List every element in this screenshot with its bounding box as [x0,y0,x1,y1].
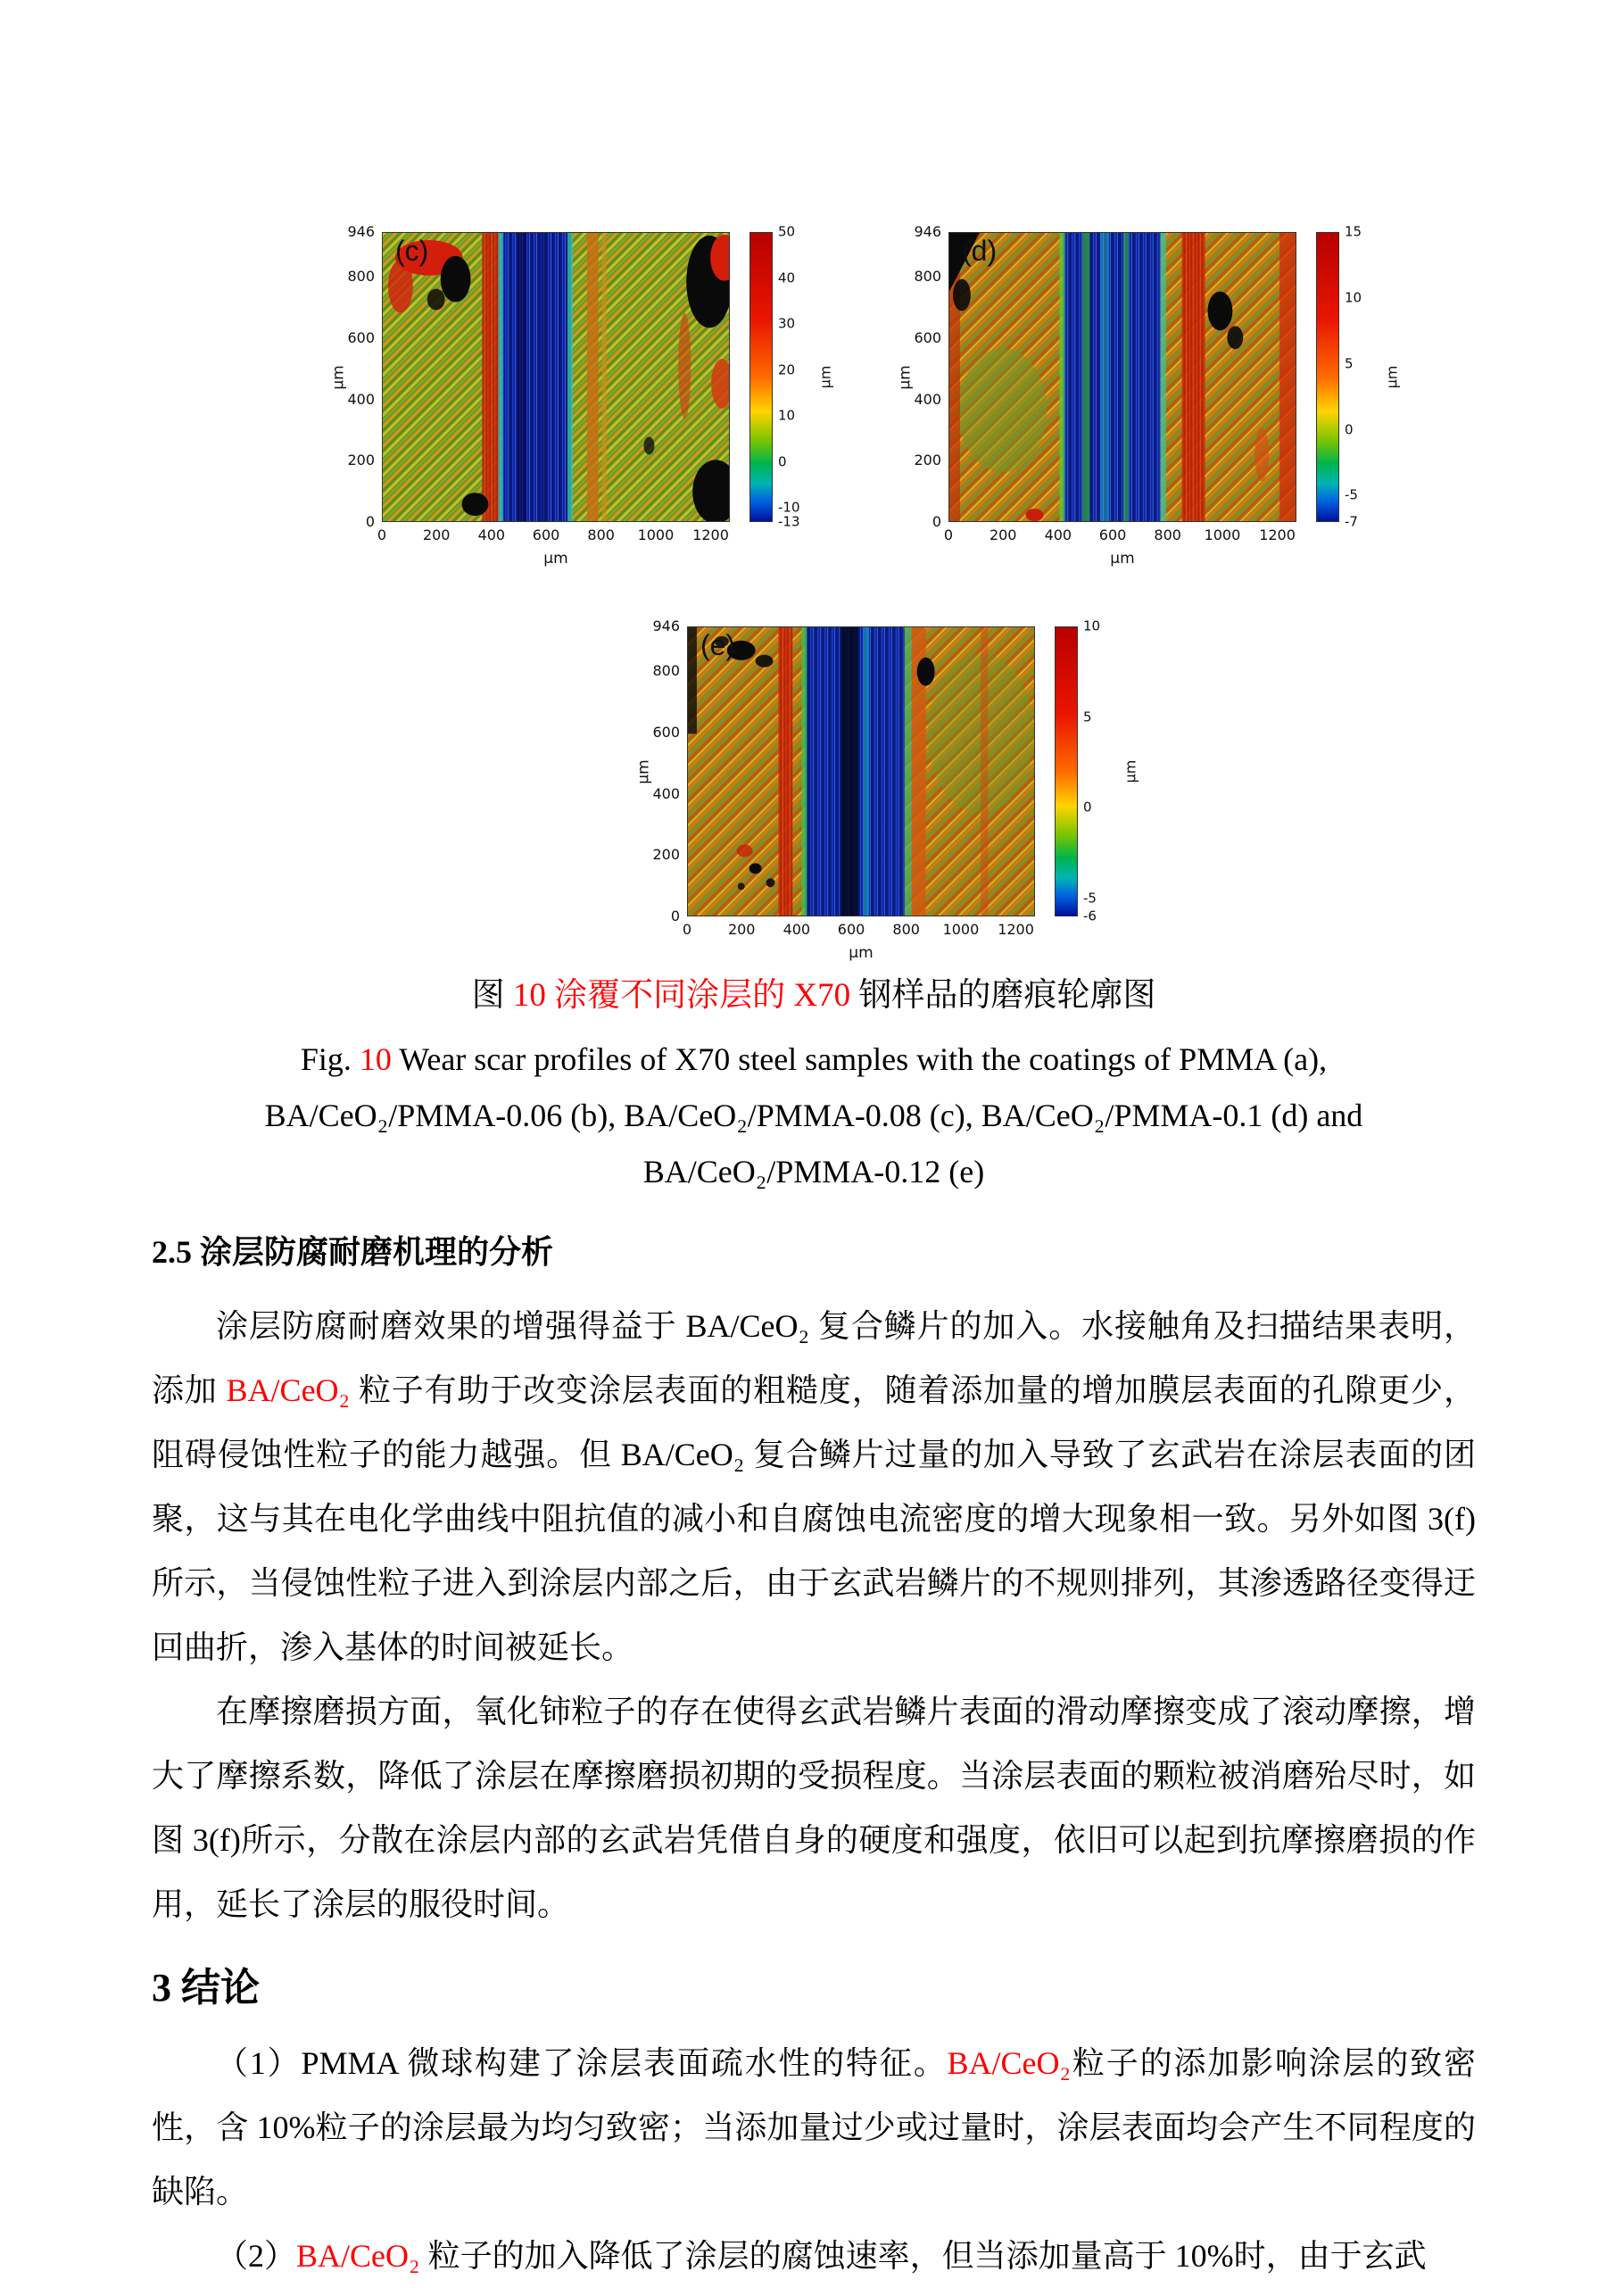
x-tick: 200 [422,526,451,543]
x-tick: 400 [477,526,506,543]
caption-en-line3: BA/CeO₂/PMMA-0.12 (e) [642,1154,985,1189]
paragraph-mechanism-2: 在摩擦磨损方面，氧化铈粒子的存在使得玄武岩鳞片表面的滑动摩擦变成了滚动摩擦，增大了摩擦系数，降低了涂层在摩擦磨损初期的受损程度。当涂层表面的颗粒被消磨殆尽时，如图 3(f)所示，分散在涂层内部的玄武岩凭借自身的硬度和强度，依旧可以起到抗摩擦磨损的作用，延长了涂层的服役时间。 [152,1694,1476,1922]
cbar-tick: -5 [1083,890,1097,907]
cbar-tick: 5 [1083,709,1092,725]
caption-en-line2: BA/CeO₂/PMMA-0.06 (b), BA/CeO₂/PMMA-0.08 (c), BA/CeO₂/PMMA-0.1 (d) and [264,1098,1363,1133]
surface-map-c [382,232,730,522]
x-axis-ticks [377,526,730,546]
x-tick: 400 [783,921,811,938]
paragraph-mechanism-1 [152,1294,1476,1679]
y-axis-label: μm [330,364,349,390]
colorbar-label: μm [1122,759,1139,783]
text-run: 钢样品的磨痕轮廓图 [858,977,1156,1014]
x-tick: 1200 [1259,526,1296,543]
cbar-tick: -13 [778,513,800,530]
wear-profile-panel-c [328,221,846,578]
x-tick: 800 [1154,526,1181,543]
y-tick: 600 [652,723,680,741]
x-tick: 400 [1044,526,1072,543]
text-run: 粒子的添加影响涂层的致密性，含 10%粒子的涂层最为均匀致密；当添加量过少或过量时，涂层表面均会产生不同程度的缺陷。 [152,2045,1476,2209]
colorbar-ticks [1083,618,1122,924]
y-tick: 0 [670,908,680,924]
body-text [152,1230,1476,2288]
cbar-tick: 10 [1345,289,1362,306]
caption-en-line1 [152,1032,1476,1088]
cbar-tick: 0 [1083,799,1092,816]
text-run: （1）PMMA 微球构建了涂层表面疏水性的特征。 [216,2045,948,2081]
colorbar [1055,626,1078,916]
x-tick: 1000 [1204,526,1241,543]
cbar-tick: 20 [778,361,796,378]
y-tick: 800 [347,268,375,286]
cbar-tick: -5 [1345,486,1358,503]
x-tick: 600 [1098,526,1127,543]
panel-letter: (d) [962,235,998,267]
x-tick: 1200 [692,526,729,543]
colorbar-label: μm [1383,365,1401,389]
x-axis-ticks [943,526,1296,546]
panel-letter: (c) [395,235,429,267]
y-axis-label: μm [897,364,915,390]
y-tick: 400 [914,390,941,408]
x-tick: 600 [837,921,865,938]
x-axis-label: μm [543,550,568,568]
text-run: 粒子有助于改变涂层表面的粗糙度，随着添加量的增加膜层表面的孔隙更少，阻碍侵蚀性粒子的能力越强。但 BA/CeO₂ 复合鳞片过量的加入导致了玄武岩在涂层表面的团聚，这与其在电化学曲线中阻抗值的减小和自腐蚀电流密度的增大现象相一致。另外如图 3(f)所示，当侵蚀性粒子进入到涂层内部之后，由于玄武岩鳞片的不规则排列，其渗透路径变得迂回曲折，渗入基体的时间被延长。 [152,1372,1476,1665]
colorbar [749,232,773,522]
cbar-tick: 5 [1345,355,1354,372]
colorbar [1316,232,1339,522]
cbar-tick: 40 [778,269,796,286]
x-tick: 800 [587,526,615,543]
text-run: （2） [216,2238,297,2274]
surface-map-d [948,232,1296,522]
x-tick: 1200 [998,921,1034,938]
text-run: 涂层防腐耐磨效果的增强得益于 BA/CeO₂ 复合鳞片的加入。水接触角及扫描结果表明，添加 [152,1308,1476,1408]
cbar-tick: -10 [778,499,800,516]
cbar-tick: 10 [778,407,796,424]
text-run: 10 涂覆不同涂层的 X70 [512,977,859,1014]
y-axis-ticks [909,223,945,530]
cbar-tick: 30 [778,315,796,332]
section-3-heading: 3 结论 [152,1966,260,2010]
cbar-tick: -6 [1083,908,1097,924]
x-tick: 200 [989,526,1017,543]
colorbar-ticks [1345,223,1384,530]
y-tick: 0 [365,513,375,530]
x-tick: 0 [943,526,954,543]
text-run: BA/CeO₂ [296,2238,420,2274]
paragraph-conclusion-1 [152,2031,1476,2224]
y-tick: 0 [932,513,941,530]
wear-profile-panel-d [895,221,1412,578]
x-tick: 1000 [637,526,675,543]
cbar-tick: 15 [1345,223,1362,240]
x-tick: 200 [727,921,756,938]
y-tick: 400 [652,784,680,802]
y-tick: 200 [914,452,941,469]
panel-letter: (e) [700,629,736,661]
wear-profile-panel-e [633,616,1151,973]
y-tick: 400 [347,390,375,408]
colorbar-ticks [778,223,817,530]
y-axis-ticks [648,618,683,924]
y-axis-ticks [343,223,378,530]
x-axis-label: μm [1110,550,1135,568]
section-2-5-heading: 2.5 涂层防腐耐磨机理的分析 [152,1234,554,1270]
y-tick: 946 [652,618,680,634]
x-tick: 600 [532,526,560,543]
y-tick: 200 [347,452,375,469]
cbar-tick: 10 [1083,618,1101,634]
cbar-tick: -7 [1345,513,1358,530]
text-run: BA/CeO₂ [226,1372,351,1408]
cbar-tick: 0 [778,453,787,470]
text-run: 图 [471,977,513,1014]
y-tick: 800 [652,662,680,680]
x-axis-label: μm [849,944,874,962]
text-run: Fig. [300,1041,360,1077]
x-tick: 1000 [942,921,980,938]
y-tick: 600 [347,328,375,346]
text-run: 粒子的加入降低了涂层的腐蚀速率，但当添加量高于 10%时，由于玄武 [419,2238,1427,2274]
text-run: BA/CeO₂ [947,2045,1072,2081]
colorbar-label: μm [816,365,834,389]
y-tick: 600 [914,328,941,346]
caption-zh [152,973,1476,1019]
text-run: Wear scar profiles of X70 steel samples with the coatings of PMMA (a), [391,1041,1328,1077]
y-tick: 800 [914,268,941,286]
x-tick: 800 [892,921,920,938]
figure-10-panels [0,0,1623,968]
y-tick: 200 [652,846,680,864]
y-tick: 946 [914,223,941,240]
figure-caption [152,973,1476,1200]
x-axis-ticks [682,921,1035,941]
x-tick: 0 [377,526,387,543]
surface-map-e [687,626,1035,916]
text-run: 10 [359,1041,392,1077]
y-axis-label: μm [635,758,654,784]
cbar-tick: 50 [778,223,796,240]
cbar-tick: 0 [1345,421,1354,438]
x-tick: 0 [682,921,692,938]
paragraph-conclusion-2 [152,2224,1476,2288]
y-tick: 946 [347,223,375,240]
